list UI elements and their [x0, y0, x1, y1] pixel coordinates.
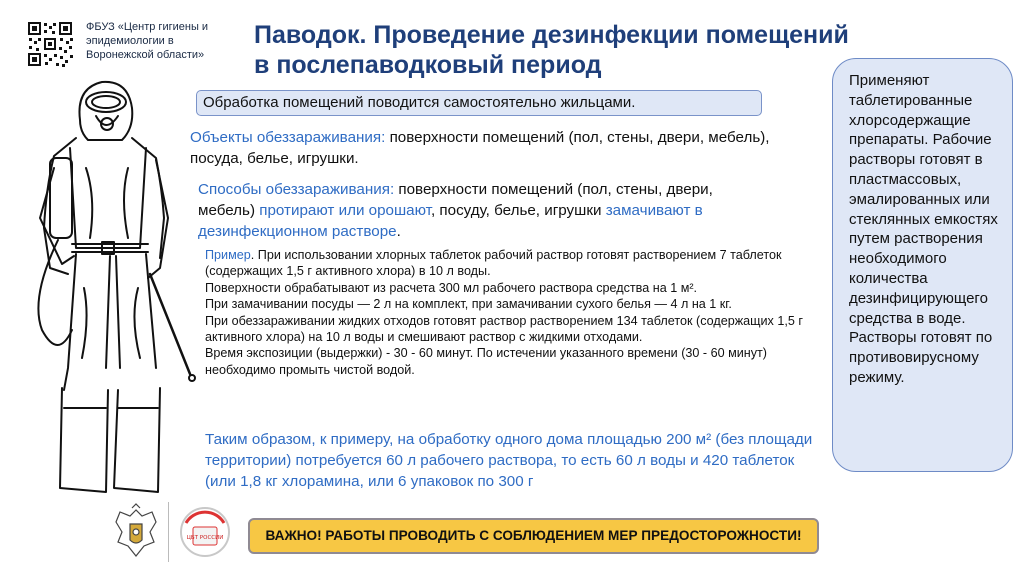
coat-of-arms-emblem [108, 502, 164, 562]
highlight-box: Обработка помещений поводится самостоятельно жильцами. [196, 90, 762, 116]
methods-soak: замачивают в дезинфекционном растворе [198, 202, 703, 240]
health-center-logo [176, 503, 234, 561]
qr-code [26, 20, 74, 68]
example-block [205, 247, 815, 378]
page-title: Паводок. Проведение дезинфекции помещений в послепаводковый период [254, 21, 849, 79]
methods-wipe-spray: протирают или орошают [259, 202, 431, 219]
example-line-1 [205, 247, 815, 280]
side-info-box: Применяют таблетированные хлорсодержащие препараты. Рабочие растворы готовят в пластмассовых, эмалированных или стеклянных емкостях путем растворения необходимого количества дезинфицирующего средства в воде. Растворы готовят по противовирусному режиму. [832, 58, 1013, 472]
conclusion-text: Таким образом, к примеру, на обработку одного дома площадью 200 м² (без площади территории) потребуется 60 л рабочего раствора, то есть 60 л воды и 420 таблеток (или 1,8 кг хлорамина, или 6 упаковок по 300 г [205, 431, 813, 490]
example-line-5: Время экспозиции (выдержки) - 30 - 60 минут. По истечении указанного времени (30 - 60 минут) необходимо промыть чистой водой. [205, 346, 768, 377]
example-line-2: Поверхности обрабатывают из расчета 300 мл рабочего раствора средства на 1 м². [205, 280, 698, 295]
objects-paragraph [190, 127, 790, 169]
methods-text-3: . [396, 223, 401, 240]
warning-banner: ВАЖНО! РАБОТЫ ПРОВОДИТЬ С СОБЛЮДЕНИЕМ МЕР ПРЕДОСТОРОЖНОСТИ! [248, 518, 819, 554]
methods-text-2: , посуду, белье, игрушки [430, 202, 606, 219]
objects-text: поверхности помещений (пол, стены, двери, мебель), посуда, белье, игрушки. [190, 129, 770, 167]
objects-label: Объекты обеззараживания: [190, 129, 386, 146]
methods-text-1: поверхности помещений (пол, стены, двери, мебель) [198, 181, 713, 219]
person-in-protective-suit-illustration [10, 68, 210, 508]
logo2-text: ЦБТ РОССИИ [186, 535, 224, 541]
example-text-1: . При использовании хлорных таблеток рабочий раствор готовят растворением 7 таблеток (содержащих 1,5 г активного хлора) в 10 л воды. [205, 248, 782, 279]
example-label: Пример [205, 248, 251, 262]
methods-label: Способы обеззараживания: [198, 181, 395, 198]
logo-divider [168, 502, 169, 562]
example-line-3: При замачивании посуды — 2 л на комплект, при замачивании сухого белья — 4 л на 1 кг. [205, 297, 732, 312]
org-name: ФБУЗ «Центр гигиены и эпидемиологии в Воронежской области» [86, 21, 209, 61]
example-line-4: При обеззараживании жидких отходов готовят раствор растворением 134 таблеток (содержащих 1,5 г активного хлора) на 10 л воды и смешивают раствор с жидкими отходами. [205, 313, 803, 345]
methods-paragraph [198, 179, 758, 242]
